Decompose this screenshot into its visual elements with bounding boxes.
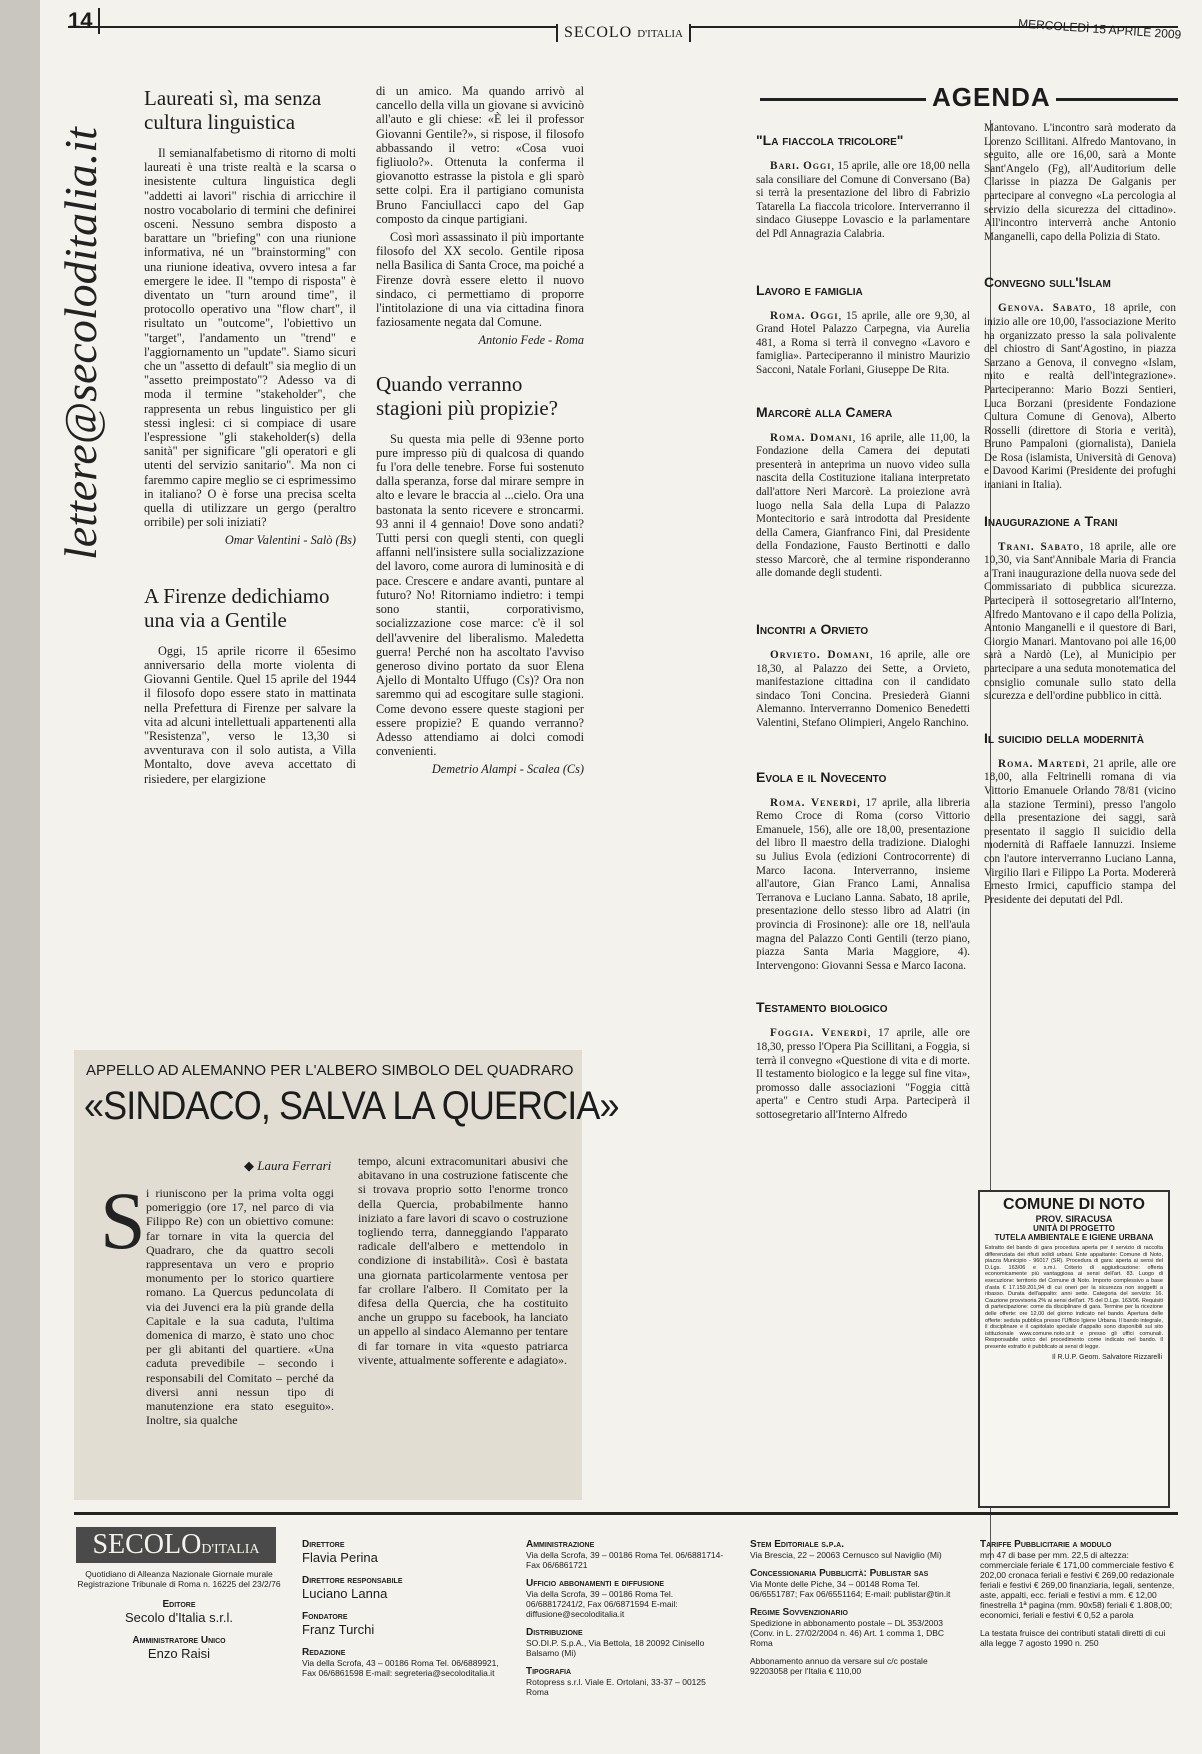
agenda-title: AGENDA xyxy=(932,82,1051,112)
agenda-column-right xyxy=(984,122,1176,913)
stem-address: Via Brescia, 22 – 20063 Cernusco sul Naviglio (Mi) xyxy=(750,1550,942,1560)
agenda-item-text: Roma. Domani, 16 aprile, alle 11,00, la Fondazione della Camera dei deputati presenterà in anteprima un nuovo video sulla nascita della Costituzione italiana interpretato dall'attore Neri Marcorè. La proiezione avrà luogo nella Sala della Lupa di Palazzo Montecitorio e sarà introdotta dal Presidente della Camera, Gianfranco Fini, dal Presidente della Fondazione, Fausto Bertinotti e dallo stesso Marcorè, che al termine risponderanno alle domande degli studenti. xyxy=(756,431,970,580)
agenda-item-heading: "La fiaccola tricolore" xyxy=(756,132,904,148)
postal-regime: Spedizione in abbonamento postale – DL 353/2003 (Conv. in L. 27/02/2004 n. 46) Art. 1 comma 1, DBC Roma xyxy=(750,1618,945,1648)
notice-body: Estratto del bando di gara procedura aperta per il servizio di raccolta differenziata dei rifiuti solidi urbani. Ente appaltante: Comune di Noto, piazza Municipio - 96017 (SR). Procedura di gara: aperta ai sensi del D.Lgs. 163/06 e s.m.i. Criterio di aggiudicazione: offerta economicamente più vantaggiosa ai sensi dell'art. 83. Luogo di esecuzione: territorio del Comune di Noto. Importo complessivo a base d'asta € 17.159.201,94 di cui oneri per la sicurezza non soggetti a ribasso. Durata dell'appalto: anni sette. Categoria del servizio: 16. Cauzione provvisoria 2% ai sensi dell'art. 75 del D.Lgs. 163/06. Requisiti di partecipazione: come da disciplinare di gara. Termine per la ricezione delle offerte: ore 12,00 del giorno indicato nel bando. Apertura delle offerte: seduta pubblica presso l'Ufficio Igiene Urbana. Il bando integrale, il disciplinare e il capitolato speciale d'appalto sono disponibili sul sito istituzionale www.comune.noto.sr.it e presso gli uffici comunali. Responsabile unico del procedimento come indicato nel bando. Il presente estratto è pubblicato ai sensi di legge. xyxy=(985,1245,1163,1350)
article-headline: «SINDACO, SALVA LA QUERCIA» xyxy=(84,1084,619,1128)
letter-3-signature: Demetrio Alampi - Scalea (Cs) xyxy=(431,762,584,777)
agenda-item-heading: Convegno sull'Islam xyxy=(984,274,1111,291)
ad-rates: mm 47 di base per mm. 22,5 di altezza: commerciale feriale € 171,00 commerciale festivo € 202,00 cronaca feriali e festivi € 269,00 redazionale feriali e festivi € 269,00 finanziaria, legali, sentenze, aste, appalti, ecc. feriali e festivi a mm. € 12,00 finestrella 1ª pagina (mm. 90x58) feriali € 1.808,00; economici, feriali e festivi € 0,52 a parola xyxy=(980,1550,1175,1620)
agenda-rule-left xyxy=(760,98,926,101)
letters-column-2 xyxy=(376,84,584,787)
colophon-col-2: Direttore Flavia Perina Direttore responsabile Luciano Lanna Fondatore Franz Turchi Redazione Via della Scrofa, 43 – 00186 Roma Tel. 06/6889921, Fax 06/6861598 E-mail: segreteria@secoloditalia.it xyxy=(302,1535,502,1678)
subscriptions-office: Via della Scrofa, 39 – 00186 Roma Tel. 06/68817241/2, Fax 06/6871594 E-mail: diffusione@secoloditalia.it xyxy=(526,1589,678,1619)
colophon-col-5: Tariffe Pubblicitarie a modulo mm 47 di base per mm. 22,5 di altezza: commerciale feriale € 171,00 commerciale festivo € 202,00 cronaca feriali e festivi € 269,00 redazionale feriali e festivi € 269,00 finanziaria, legali, sentenze, aste, appalti, ecc. feriali e festivi a mm. € 12,00 finestrella 1ª pagina (mm. 90x58) feriali € 1.808,00; economici, feriali e festivi € 0,52 a parola La testata fruisce dei contributi statali diretti di cui alla legge 7 agosto 1990 n. 250 xyxy=(980,1539,1175,1648)
page-binding-edge xyxy=(0,0,40,1754)
responsible-director: Luciano Lanna xyxy=(302,1586,388,1601)
masthead-sub: D'ITALIA xyxy=(637,28,683,40)
letter-2-body: Oggi, 15 aprile ricorre il 65esimo anniversario della morte violenta di Giovanni Gentile. Quel 15 aprile del 1944 il filosofo dopo essere stato in mattinata nella Prefettura di Firenze per salvare la vita ad alcuni intellettuali appartenenti alla "Resistenza", verso le 13,30 si avventurava con il solo autista, a Villa Montalto, dove aveva accettato di risiedere, per elargizione xyxy=(144,643,356,786)
publisher: Secolo d'Italia s.r.l. xyxy=(125,1610,233,1625)
agenda-item-text: Bari. Oggi, 15 aprile, alle ore 18,00 nella sala consiliare del Comune di Conversano (Ba) si terrà la presentazione del libro di Fabrizio Tatarella La fiaccola tricolore. Interverranno il sindaco Giuseppe Lovascio e la parlamentare del Pdl Annagrazia Calabria. xyxy=(756,160,970,240)
letter-3-title: Quando verranno stagioni più propizie? xyxy=(376,371,558,420)
agenda-item-text: Roma. Oggi, 15 aprile, alle ore 9,30, al Grand Hotel Palazzo Carpegna, via Aurelia 481, a Roma si terrà il convegno «Lavoro e famiglia». Parteciperanno il ministro Maurizio Sacconi, Natale Forlani, Giuseppe De Rita. xyxy=(756,309,971,376)
distribution: SO.DI.P. S.p.A., Via Bettola, 18 20092 Cinisello Balsamo (Mi) xyxy=(526,1638,705,1658)
agenda-item-heading: Inaugurazione a Trani xyxy=(984,512,1118,529)
colophon-col-4: Stem Editoriale s.p.a. Via Brescia, 22 – 20063 Cernusco sul Naviglio (Mi) Concessionaria Pubblicità: Publistar sas Via Monte delle Piche, 34 – 00148 Roma Tel. 06/6551787; Fax 06/6551164; E-mail: publistar@tin.it Regime Sovvenzionario Spedizione in abbonamento postale – DL 353/2003 (Conv. in L. 27/02/2004 n. 46) Art. 1 comma 1, DBC Roma Abbonamento annuo da versare sul c/c postale 92203058 per l'Italia € 110,00 xyxy=(750,1535,960,1676)
agenda-item-text: Foggia. Venerdì, 17 aprile, alle ore 18,30, presso l'Opera Pia Scillitani, a Foggia, si terrà il convegno «Questione di vita e di morte. Il testamento biologico e la legge sul fine vita», promosso dalle associazioni "Foggia città aperta" e Centro studi Arpa. Parteciperà il sottosegretario all'Interno Alfredo xyxy=(756,1027,971,1121)
header-date: MERCOLEDÌ 15 APRILE 2009 xyxy=(1017,16,1182,42)
letter-3-body: Su questa mia pelle di 93enne porto pure impresso più di qualcosa di quando fu l'ora delle tenebre. Forse fui sostenuto dalla speranza, forse dal mirare sempre in alto e levare le braccia al ...cielo. Ora una bastonata la sento ricevere e stroncarmi. 93 anni il 4 gennaio! Dove sono andati? Tutti persi con quegli stenti, con quegli affanni nell'insistere sulla socializzazione del lavoro, come aurora di luminosità e di pace. Crescere e andare avanti, puntare al futuro? No! Ritorniamo indietro: i tempi sono stantii, corporativismo, socializzazione cose marce: c'è il sol dell'avvenire del liberalismo. Maledetta guerra! Perché non ha ascoltato l'avviso generoso divino portato da suor Elena Ajello di Montalto Uffugo (Cs)? Ora non saremmo qui ad escogitare sulle stagioni. Come devono essere queste stagioni per essere propizie? E quando verranno? Adesso attendiamo ai dolci comodi convenienti. xyxy=(376,431,584,759)
page-number: 14 xyxy=(68,8,100,34)
letter-2-title: A Firenze dedichiamo una via a Gentile xyxy=(144,583,330,632)
secolo-logo: SECOLOD'ITALIA xyxy=(76,1527,276,1563)
quercia-article-box xyxy=(74,1050,619,1500)
founder: Franz Turchi xyxy=(302,1622,375,1637)
agenda-item-heading: Incontri a Orvieto xyxy=(756,621,869,638)
agenda-item-text: Trani. Sabato, 18 aprile, alle ore 10,30, via Sant'Annibale Maria di Francia a Trani inaugurazione della nuova sede del Commissariato di pubblica sicurezza. Parteciperà il sottosegretario all'Interno, Alfredo Mantovano e il capo della Polizia, Antonio Manganelli e il questore di Bari, Giorgio Manari. Mantovano poi alle 16,00 sarà a Nardò (Le), al Municipio per partecipare a una seduta monotematica del consiglio comunale sullo stato della sicurezza e dell'ordine pubblico in città. xyxy=(984,540,1176,703)
agenda-column-left xyxy=(756,132,970,1129)
masthead xyxy=(556,24,691,42)
colophon-col-1: Quotidiano di Alleanza Nazionale Giornale murale Registrazione Tribunale di Roma n. 16225 del 23/2/76 Editore Secolo d'Italia s.r.l. Amministratore Unico Enzo Raisi xyxy=(74,1569,284,1661)
managing-director: Enzo Raisi xyxy=(147,1646,211,1661)
letter-1-body: Il semianalfabetismo di ritorno di molti laureati è una triste realtà e la scarsa o inesistente cultura linguistica degli "addetti ai lavori" rischia di arricchire il nostro vocabolario di termini che definirei osceni. Nessuno sembra disposto a barattare un "briefing" con una riunione informativa, né un "brainstorming" con una riunione ideativa, ovvero intesa a far emergere le idee. Il "tempo di risposta" è diventato un "turn around time", il protocollo operativo una "flow chart", il risultato un "outcome", l'obiettivo un "target", l'andamento un "trend" e l'aggiornamento un "update". Siamo sicuri che un "assetto di default" sia meglio di un "assetto preimpostato"? Adesso va di moda il termine "stakeholder", che rappresenta un rebus linguistico per gli stessi inglesi: ci si compiace di usare l'espressione "gli stakeholder(s) della sanità" per significare "gli operatori e gli utenti del servizio sanitario". Ma non ci faremmo capire meglio se ci esprimessimo in italiano? O è forse una precisa scelta quella di utilizzare un gergo (peraltro orribile) per soli iniziati? xyxy=(144,146,356,530)
printer: Rotopress s.r.l. Viale E. Ortolani, 33-37 – 00125 Roma xyxy=(526,1677,706,1697)
comune-di-noto-notice xyxy=(978,1190,1170,1508)
notice-department: TUTELA AMBIENTALE E IGIENE URBANA xyxy=(994,1233,1154,1242)
article-column-1: i riuniscono per la prima volta oggi pomeriggio (ore 17, nel parco di via Filippo Re) con un obiettivo comune: far tornare in vita la quercia del Quadraro, che da quattro secoli rappresentava un vero e proprio monumento per lo storico quartiere romano. La Quercus peduncolata di via dei Juvenci era la più grande della Capitale e la sua caduta, l'ultima domenica di marzo, è stato uno choc per gli abitanti del quartiere. «Una caduta prevedibile – secondo i responsabili del Comitato – perché da diversi anni nessun tipo di manutenzione era stato eseguito». Inoltre, sia qualche xyxy=(146,1186,334,1428)
notice-rup: Il R.U.P. Geom. Salvatore Rizzarelli xyxy=(1052,1353,1162,1361)
article-drop-cap: S xyxy=(100,1175,146,1266)
colophon-subtitle: Quotidiano di Alleanza Nazionale Giornale murale Registrazione Tribunale di Roma n. 16225 del 23/2/76 xyxy=(77,1569,281,1589)
letter-1-signature: Omar Valentini - Salò (Bs) xyxy=(224,533,356,548)
article-overline: APPELLO AD ALEMANNO PER L'ALBERO SIMBOLO DEL QUADRARO xyxy=(86,1062,574,1079)
advertising-agency: Via Monte delle Piche, 34 – 00148 Roma Tel. 06/6551787; Fax 06/6551164; E-mail: publistar@tin.it xyxy=(750,1579,951,1599)
article-byline xyxy=(244,1158,331,1174)
colophon xyxy=(74,1512,1178,1754)
notice-unit: UNITÀ DI PROGETTO xyxy=(1033,1224,1115,1233)
letters-email-vertical[interactable]: lettere@secoloditalia.it xyxy=(55,127,106,560)
masthead-main: SECOLO xyxy=(564,24,633,41)
director: Flavia Perina xyxy=(302,1550,378,1565)
agenda-item-text: Orvieto. Domani, 16 aprile, alle ore 18,30, al Palazzo dei Sette, a Orvieto, manifestazione cittadina con il candidato sindaco Toni Concina. Presiederà Gianni Alemanno. Interverranno Domenico Benedetti Valentini, Stefano Olimpieri, Angelo Ranchino. xyxy=(756,649,970,730)
agenda-item-heading: Il suicidio della modernità xyxy=(984,729,1144,746)
notice-province: PROV. SIRACUSA xyxy=(1035,1214,1113,1224)
state-contributions-note: La testata fruisce dei contributi statali diretti di cui alla legge 7 agosto 1990 n. 250 xyxy=(980,1628,1166,1648)
agenda-item-text: Roma. Martedì, 21 aprile, alle ore 18,00, alla Feltrinelli romana di via Vittorio Emanuele Orlando 78/81 (vicino alla stazione Termini), presso l'angolo della presentazione dei saggi, sarà presentato il saggio Il suicidio della modernità di Raffaele Iannuzzi. Insieme con l'autore interverranno Luciano Lanna, Virgilio Ilari e Filippo La Porta. Modererà Ernesto Irmici, capufficio stampa del Presidente dei deputati del Pdl. xyxy=(984,757,1176,906)
colophon-col-3: Amministrazione Via della Scrofa, 39 – 00186 Roma Tel. 06/6881714-Fax 06/6861721 Ufficio abbonamenti e diffusione Via della Scrofa, 39 – 00186 Roma Tel. 06/68817241/2, Fax 06/6871594 E-mail: diffusione@secoloditalia.it Distribuzione SO.DI.P. S.p.A., Via Bettola, 18 20092 Cinisello Balsamo (Mi) Tipografia Rotopress s.r.l. Viale E. Ortolani, 33-37 – 00125 Roma xyxy=(526,1535,726,1697)
agenda-item-heading: Testamento biologico xyxy=(756,999,888,1016)
letters-column-1 xyxy=(144,86,356,790)
letter-2-signature: Antonio Fede - Roma xyxy=(478,333,584,348)
letter-2-body-cont: di un amico. Ma quando arrivò al cancello della villa un giovane si avvicinò all'auto e gli chiese: «È lei il professor Giovanni Gentile?», si rispose, il filosofo abbassando il vetro: «Cosa vuoi figliuolo?». Ottenuta la conferma il giovanotto estrasse la pistola e gli sparò sette colpi. Era il partigiano comunista Bruno Fanciullacci capo del Gap composto da cinque partigiani. xyxy=(376,84,584,226)
agenda-item-heading: Lavoro e famiglia xyxy=(756,281,863,298)
agenda-rule-right xyxy=(1056,98,1178,101)
agenda-item-heading: Marcorè alla Camera xyxy=(756,403,893,420)
agenda-item-text: Roma. Venerdì, 17 aprile, alla libreria Remo Croce di Roma (corso Vittorio Emanuele, 156), alle ore 18,00, presentazione del libro Il maestro della tradizione. Dialoghi su Julius Evola (edizioni Controcorrente) di Marco Iacona. Interverranno, insieme all'autore, Gian Franco Lami, Annalisa Terranova e Luciano Lanna. Sabato, 18 aprile, presentazione dello stesso libro ad Alatri (in provincia di Frosinone): alle ore 18, nell'aula magna del Palazzo Conti Gentili (terzo piano, piazza Santa Maria Maggiore, 4). Intervengono: Giovanni Sessa e Marco Iacona. xyxy=(756,796,970,972)
annual-subscription: Abbonamento annuo da versare sul c/c postale 92203058 per l'Italia € 110,00 xyxy=(750,1656,928,1676)
agenda-item-heading: Evola e il Novecento xyxy=(756,768,887,785)
editorial-office: Via della Scrofa, 43 – 00186 Roma Tel. 06/6889921, Fax 06/6861598 E-mail: segreteria@secoloditalia.it xyxy=(302,1658,499,1678)
letter-2-body-end: Così morì assassinato il più importante filosofo del XX secolo. Gentile riposa nella Basilica di Santa Croce, ma poiché a Firenze dovrà essere eletto il nuovo sindaco, ci permettiamo di proporre l'intitolazione di una via cittadina finora faziosamente negata dal Comune. xyxy=(376,230,584,330)
notice-title: COMUNE DI NOTO xyxy=(1003,1196,1145,1213)
agenda-continued-text: Mantovano. L'incontro sarà moderato da Lorenzo Scillitani. Alfredo Mantovano, in seguito, alle ore 16,00, sarà a Monte Sant'Angelo (Fg), all'Auditorium delle Clarisse in piazza De Galganis per partecipare al convegno «La percologia al servizio della sicurezza del cittadino». All'incontro interverrà anche Antonio Manganelli, capo della Polizia di Stato. xyxy=(984,122,1176,243)
diamond-bullet-icon: ◆ xyxy=(244,1158,258,1173)
administration: Via della Scrofa, 39 – 00186 Roma Tel. 06/6881714-Fax 06/6861721 xyxy=(526,1550,724,1570)
article-column-2: tempo, alcuni extracomunitari abusivi che abitavano in una costruzione fatiscente che si trovava proprio sotto l'enorme tronco della Quercia, probabilmente hanno iniziato a fare lavori di scavo o costruzione togliendo terra, danneggiando l'apparato radicale dell'albero e mettendolo in condizione di instabilità». Così è bastata una giornata particolarmente ventosa per far crollare l'albero. Il Comitato per la difesa della Quercia, che ha costituito anche un gruppo su facebook, ha lanciato un appello al sindaco Alemanno per tentare di far tornare in vita «questo patriarca vivente, attualmente sofferente e adagiato». xyxy=(358,1154,568,1367)
agenda-item-text: Genova. Sabato, 18 aprile, con inizio alle ore 10,00, l'associazione Merito ha organizzato presso la sala polivalente del chiostro di Sant'Agostino, in piazza Sarzano a Genova, il convegno «Islam, mito e realtà dell'integrazione». Parteciperanno: Mario Bozzi Sentieri, Luca Borzani (presidente Fondazione Cultura Comune di Genova), Alberto Rosselli (direttore di Storia e verità), Bruno Pampaloni (giornalista), Daniela De Rosa (islamista, Università di Genova) e Davood Karimi (Presidente dei profughi iraniani in Italia). xyxy=(984,302,1176,492)
letter-1-title: Laureati sì, ma senza cultura linguistica xyxy=(144,86,322,134)
article-author: Laura Ferrari xyxy=(257,1158,332,1173)
